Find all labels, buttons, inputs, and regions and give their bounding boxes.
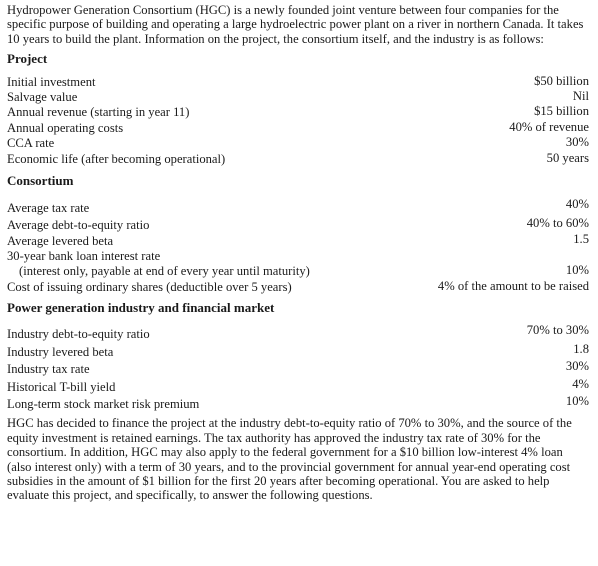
row-value: $15 billion — [534, 104, 589, 119]
table-row — [7, 89, 589, 104]
section-consortium — [7, 174, 589, 294]
row-label: Annual operating costs — [7, 120, 124, 135]
row-value: 50 years — [546, 150, 589, 165]
table-row — [7, 216, 589, 232]
section-title-project: Project — [7, 51, 48, 67]
row-label: Annual revenue (starting in year 11) — [7, 105, 190, 120]
section-project — [7, 52, 589, 166]
row-label: (interest only, payable at end of every year until maturity) — [19, 264, 310, 279]
table-row — [7, 74, 589, 89]
row-label: Cost of issuing ordinary shares (deductible over 5 years) — [7, 279, 292, 294]
table-row — [7, 104, 589, 119]
row-value: 1.8 — [573, 341, 589, 356]
row-label: Historical T-bill yield — [7, 379, 116, 394]
row-label: CCA rate — [7, 136, 55, 151]
table-row — [7, 279, 589, 294]
table-row — [7, 135, 589, 150]
table-row — [7, 151, 589, 166]
row-value: Nil — [572, 89, 589, 104]
row-label: Industry tax rate — [7, 362, 90, 377]
row-value: 10% — [565, 263, 589, 278]
row-value: 4% — [572, 376, 589, 391]
row-label: Salvage value — [7, 90, 78, 105]
row-label: Industry levered beta — [7, 344, 114, 359]
table-row — [7, 359, 589, 376]
document-page — [7, 3, 589, 503]
row-value: 70% to 30% — [526, 323, 589, 338]
row-label: Industry debt-to-equity ratio — [7, 327, 150, 342]
row-value: 10% — [565, 393, 589, 408]
row-label: Long-term stock market risk premium — [7, 396, 200, 411]
table-row — [7, 342, 589, 359]
row-value: 40% — [565, 197, 589, 212]
table-row — [7, 263, 589, 278]
row-label: 30-year bank loan interest rate — [7, 248, 161, 263]
row-value: 40% to 60% — [526, 215, 589, 230]
row-label: Economic life (after becoming operational) — [7, 151, 226, 166]
row-value: 30% — [565, 359, 589, 374]
section-industry — [7, 301, 589, 411]
table-row — [7, 197, 589, 215]
row-value: 30% — [565, 135, 589, 150]
row-value: 1.5 — [573, 232, 589, 247]
table-row — [7, 394, 589, 411]
row-value: 40% of revenue — [509, 119, 589, 134]
row-value: $50 billion — [534, 73, 589, 88]
section-title-industry: Power generation industry and financial market — [7, 299, 275, 315]
closing-paragraph: HGC has decided to finance the project at the industry debt-to-equity ratio of 70% to 30%, and the source of the equity investment is retained earnings. The tax authority has approved the industry tax rate of 30% for the consortium. In addition, HGC may also apply to the federal government for a $10 billion low-interest 4% loan (also interest only) with a term of 30 years, and to the provincial government for annual year-end operating cost subsidies in the amount of $1 billion for the first 20 years after becoming operational. You are asked to help evaluate this project, and specifically, to answer the following questions. — [7, 416, 572, 503]
table-row — [7, 232, 589, 248]
table-row — [7, 377, 589, 394]
table-row — [7, 120, 589, 135]
table-row — [7, 249, 589, 263]
row-label: Average debt-to-equity ratio — [7, 217, 150, 232]
row-label: Average levered beta — [7, 234, 114, 249]
row-label: Average tax rate — [7, 201, 90, 216]
table-row — [7, 323, 589, 341]
intro-paragraph: Hydropower Generation Consortium (HGC) is a newly founded joint venture between four companies for the specific purpose of building and operating a large hydroelectric power plant on a river in northern Canada. It takes 10 years to build the plant. Information on the project, the consortium itself, and the industry is as follows: — [7, 3, 584, 46]
row-value: 4% of the amount to be raised — [437, 278, 589, 293]
row-label: Initial investment — [7, 74, 96, 89]
section-title-consortium: Consortium — [7, 173, 74, 189]
